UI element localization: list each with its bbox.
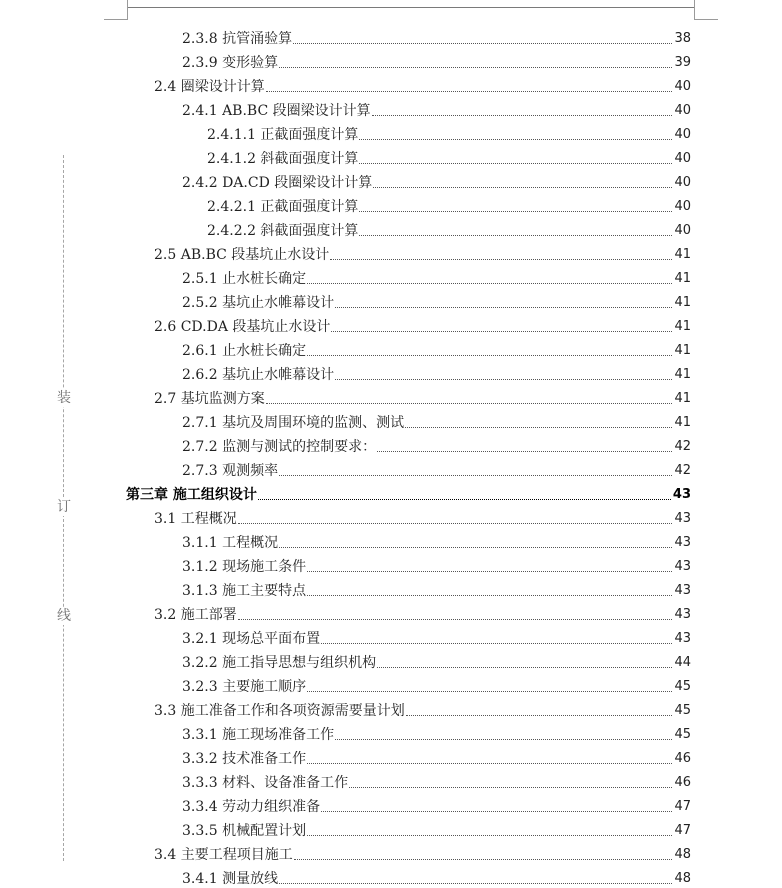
- toc-dot-leader: [359, 163, 672, 164]
- binding-mark-zhuang: 装: [57, 390, 71, 406]
- crop-mark-right-vertical: [694, 0, 695, 19]
- toc-entry-label: 3.1 工程概况: [154, 511, 237, 527]
- toc-dot-leader: [266, 91, 673, 92]
- toc-page-number: 40: [674, 103, 691, 118]
- toc-entry-label: 3.3.2 技术准备工作: [182, 751, 307, 767]
- toc-page-number: 43: [674, 607, 691, 622]
- toc-dot-leader: [373, 187, 672, 188]
- toc-page-number: 41: [674, 271, 691, 286]
- toc-dot-leader: [321, 811, 672, 812]
- toc-entry-label: 2.4 圈梁设计计算: [154, 79, 265, 95]
- toc-entry-label: 2.4.1.1 正截面强度计算: [207, 127, 359, 143]
- toc-entry-label: 2.6 CD.DA 段基坑止水设计: [154, 319, 331, 335]
- toc-dot-leader: [307, 691, 672, 692]
- toc-page-number: 43: [674, 511, 691, 526]
- toc-entry-label: 2.3.9 变形验算: [182, 55, 279, 71]
- toc-page-number: 48: [674, 847, 691, 862]
- toc-page-number: 45: [674, 703, 691, 718]
- toc-page-number: 41: [674, 415, 691, 430]
- toc-entry-label: 2.6.1 止水桩长确定: [182, 343, 307, 359]
- toc-entry-label: 2.4.2.2 斜截面强度计算: [207, 223, 359, 239]
- toc-entry[interactable]: [182, 168, 691, 192]
- toc-page-number: 41: [674, 319, 691, 334]
- toc-page-number: 42: [674, 439, 691, 454]
- toc-entry[interactable]: [182, 360, 691, 384]
- toc-page-number: 38: [674, 31, 691, 46]
- toc-entry-label: 2.5.2 基坑止水帷幕设计: [182, 295, 335, 311]
- toc-page-number: 42: [674, 463, 691, 478]
- toc-entry[interactable]: [182, 744, 691, 768]
- toc-page-number: 47: [674, 823, 691, 838]
- toc-entry[interactable]: [182, 768, 691, 792]
- toc-chapter-entry[interactable]: [126, 480, 691, 504]
- toc-page-number: 47: [674, 799, 691, 814]
- toc-entry[interactable]: [207, 216, 691, 240]
- toc-dot-leader: [238, 523, 673, 524]
- toc-entry[interactable]: [182, 576, 691, 600]
- toc-dot-leader: [405, 427, 672, 428]
- toc-entry-label: 2.4.1 AB.BC 段圈梁设计计算: [182, 103, 371, 119]
- toc-page-number: 40: [674, 223, 691, 238]
- toc-dot-leader: [279, 547, 672, 548]
- toc-entry-label: 3.2 施工部署: [154, 607, 237, 623]
- toc-dot-leader: [294, 859, 673, 860]
- toc-entry[interactable]: [182, 672, 691, 696]
- toc-entry-label: 2.5 AB.BC 段基坑止水设计: [154, 247, 330, 263]
- toc-dot-leader: [266, 403, 673, 404]
- toc-dot-leader: [331, 331, 672, 332]
- toc-entry[interactable]: [207, 120, 691, 144]
- toc-entry[interactable]: [182, 408, 691, 432]
- crop-mark-left-horizontal: [104, 19, 128, 20]
- toc-entry[interactable]: [182, 648, 691, 672]
- toc-entry[interactable]: [207, 192, 691, 216]
- toc-dot-leader: [279, 883, 672, 884]
- toc-page-number: 48: [674, 871, 691, 886]
- toc-dot-leader: [279, 475, 672, 476]
- toc-entry-label: 2.7 基坑监测方案: [154, 391, 265, 407]
- toc-dot-leader: [330, 259, 672, 260]
- toc-entry[interactable]: [182, 288, 691, 312]
- toc-page-number: 41: [674, 367, 691, 382]
- toc-entry[interactable]: [182, 624, 691, 648]
- toc-entry[interactable]: [154, 240, 691, 264]
- toc-entry[interactable]: [154, 504, 691, 528]
- toc-entry-label: 3.2.2 施工指导思想与组织机构: [182, 655, 377, 671]
- toc-dot-leader: [293, 43, 672, 44]
- toc-entry[interactable]: [182, 720, 691, 744]
- toc-entry[interactable]: [154, 840, 691, 864]
- toc-page-number: 45: [674, 679, 691, 694]
- toc-dot-leader: [377, 667, 672, 668]
- toc-entry[interactable]: [154, 600, 691, 624]
- toc-page-number: 41: [674, 247, 691, 262]
- toc-entry-label: 3.3.4 劳动力组织准备: [182, 799, 321, 815]
- toc-page-number: 46: [674, 751, 691, 766]
- toc-page-number: 44: [674, 655, 691, 670]
- toc-page-number: 43: [674, 631, 691, 646]
- toc-entry-label: 2.4.2.1 正截面强度计算: [207, 199, 359, 215]
- toc-page-number: 41: [674, 343, 691, 358]
- toc-entry-label: 2.6.2 基坑止水帷幕设计: [182, 367, 335, 383]
- toc-dot-leader: [335, 739, 672, 740]
- toc-entry[interactable]: [182, 528, 691, 552]
- toc-dot-leader: [406, 715, 673, 716]
- toc-dot-leader: [307, 595, 672, 596]
- toc-dot-leader: [377, 451, 672, 452]
- toc-entry-label: 3.3.5 机械配置计划: [182, 823, 307, 839]
- toc-page-number: 41: [674, 295, 691, 310]
- toc-entry[interactable]: [154, 72, 691, 96]
- toc-page-number: 46: [674, 775, 691, 790]
- toc-entry-label: 3.1.1 工程概况: [182, 535, 279, 551]
- toc-page-number: 41: [674, 391, 691, 406]
- toc-dot-leader: [359, 211, 672, 212]
- toc-dot-leader: [307, 763, 672, 764]
- toc-dot-leader: [321, 643, 672, 644]
- toc-entry[interactable]: [182, 432, 691, 456]
- toc-page-number: 43: [674, 559, 691, 574]
- toc-dot-leader: [349, 787, 672, 788]
- toc-entry[interactable]: [182, 96, 691, 120]
- binding-mark-ding: 订: [57, 499, 71, 515]
- toc-page-number: 39: [674, 55, 691, 70]
- toc-dot-leader: [279, 67, 672, 68]
- toc-entry[interactable]: [182, 24, 691, 48]
- toc-entry-label: 3.2.1 现场总平面布置: [182, 631, 321, 647]
- toc-entry-label: 3.3 施工准备工作和各项资源需要量计划: [154, 703, 405, 719]
- toc-page-number: 43: [674, 535, 691, 550]
- header-rule: [128, 7, 694, 8]
- toc-dot-leader: [372, 115, 673, 116]
- toc-entry-label: 3.2.3 主要施工顺序: [182, 679, 307, 695]
- toc-entry[interactable]: [154, 384, 691, 408]
- binding-mark-xian: 线: [57, 608, 71, 624]
- toc-page-number: 43: [674, 583, 691, 598]
- toc-entry-label: 3.1.3 施工主要特点: [182, 583, 307, 599]
- toc-page-number: 45: [674, 727, 691, 742]
- toc-entry-label: 2.4.2 DA.CD 段圈梁设计计算: [182, 175, 373, 191]
- toc-entry-label: 3.1.2 现场施工条件: [182, 559, 307, 575]
- crop-mark-right-horizontal: [694, 19, 718, 20]
- toc-entry[interactable]: [182, 864, 691, 888]
- toc-dot-leader: [335, 307, 672, 308]
- toc-dot-leader: [307, 283, 672, 284]
- toc-dot-leader: [335, 379, 672, 380]
- toc-entry-label: 2.7.1 基坑及周围环境的监测、测试: [182, 415, 405, 431]
- toc-dot-leader: [359, 235, 672, 236]
- toc-dot-leader: [258, 499, 671, 500]
- toc-page-number: 40: [674, 79, 691, 94]
- toc-entry-label: 2.7.2 监测与测试的控制要求：: [182, 439, 377, 455]
- toc-entry[interactable]: [182, 816, 691, 840]
- toc-dot-leader: [307, 355, 672, 356]
- toc-entry[interactable]: [182, 456, 691, 480]
- toc-entry[interactable]: [207, 144, 691, 168]
- toc-page-number: 40: [674, 127, 691, 142]
- toc-dot-leader: [238, 619, 673, 620]
- toc-entry[interactable]: [182, 264, 691, 288]
- toc-page-number: 40: [674, 151, 691, 166]
- toc-dot-leader: [307, 835, 672, 836]
- toc-entry-label: 2.5.1 止水桩长确定: [182, 271, 307, 287]
- toc-entry-label: 3.3.1 施工现场准备工作: [182, 727, 335, 743]
- toc-page-number: 43: [672, 487, 691, 502]
- toc-dot-leader: [359, 139, 672, 140]
- toc-entry-label: 3.4.1 测量放线: [182, 871, 279, 887]
- toc-entry[interactable]: [182, 552, 691, 576]
- toc-entry[interactable]: [182, 336, 691, 360]
- toc-entry-label: 2.4.1.2 斜截面强度计算: [207, 151, 359, 167]
- crop-mark-left-vertical: [127, 0, 128, 19]
- toc-entry[interactable]: [182, 48, 691, 72]
- toc-entry-label: 第三章 施工组织设计: [126, 487, 257, 503]
- toc-page-number: 40: [674, 175, 691, 190]
- toc-dot-leader: [307, 571, 672, 572]
- toc-entry[interactable]: [154, 696, 691, 720]
- toc-entry-label: 2.7.3 观测频率: [182, 463, 279, 479]
- toc-entry[interactable]: [154, 312, 691, 336]
- toc-entry-label: 3.3.3 材料、设备准备工作: [182, 775, 349, 791]
- toc-page-number: 40: [674, 199, 691, 214]
- toc-entry-label: 2.3.8 抗管涌验算: [182, 31, 293, 47]
- toc-entry[interactable]: [182, 792, 691, 816]
- toc-entry-label: 3.4 主要工程项目施工: [154, 847, 293, 863]
